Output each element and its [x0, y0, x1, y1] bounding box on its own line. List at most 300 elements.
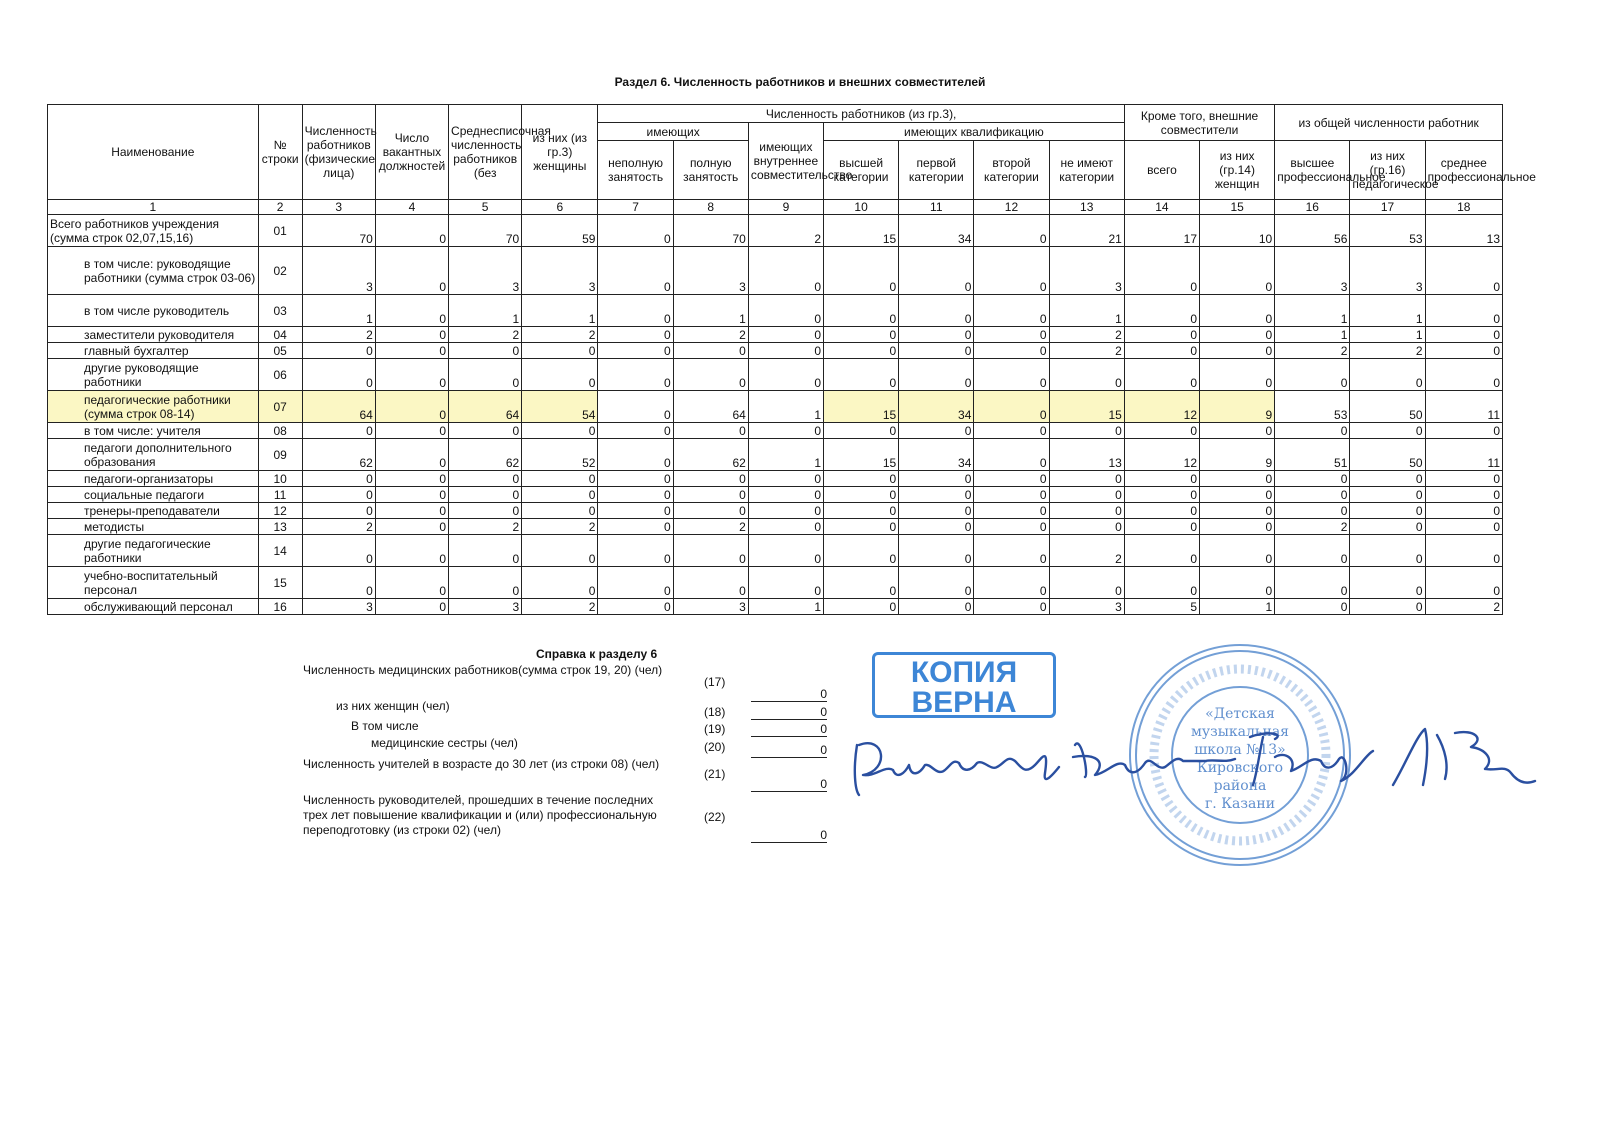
cell-col-8: 0	[673, 343, 748, 359]
row-name: заместители руководителя	[48, 327, 259, 343]
cell-col-5: 70	[449, 215, 522, 247]
cell-col-6: 2	[522, 519, 598, 535]
cell-col-13: 3	[1049, 599, 1124, 615]
cell-col-12: 0	[974, 391, 1049, 423]
cell-col-8: 1	[673, 295, 748, 327]
cell-col-17: 1	[1350, 327, 1425, 343]
cell-col-9: 0	[748, 343, 823, 359]
cell-col-7: 0	[598, 599, 673, 615]
row-name: обслуживающий персонал	[48, 599, 259, 615]
row-name: тренеры-преподаватели	[48, 503, 259, 519]
row-name: социальные педагоги	[48, 487, 259, 503]
cell-col-5: 1	[449, 295, 522, 327]
row-number: 12	[258, 503, 302, 519]
cell-col-14: 0	[1124, 535, 1199, 567]
cell-col-17: 50	[1350, 439, 1425, 471]
cell-col-12: 0	[974, 599, 1049, 615]
cell-col-16: 2	[1275, 519, 1350, 535]
cell-col-4: 0	[375, 567, 448, 599]
cell-col-11: 0	[899, 343, 974, 359]
column-number: 15	[1200, 200, 1275, 215]
cell-col-12: 0	[974, 567, 1049, 599]
cell-col-16: 0	[1275, 471, 1350, 487]
cell-col-4: 0	[375, 503, 448, 519]
ref-17-label: Численность медицинских работников(сумма строк 19, 20) (чел)	[303, 663, 663, 677]
table-row	[48, 215, 1503, 247]
cell-col-16: 0	[1275, 359, 1350, 391]
cell-col-16: 1	[1275, 295, 1350, 327]
cell-col-3: 0	[302, 423, 375, 439]
ref-21-label: Численность учителей в возрасте до 30 лет (из строки 08) (чел)	[303, 757, 660, 771]
table-row	[48, 247, 1503, 295]
header-group-external: Кроме того, внешние совместители	[1124, 105, 1274, 141]
cell-col-13: 21	[1049, 215, 1124, 247]
cell-col-18: 0	[1425, 247, 1502, 295]
table-row	[48, 471, 1503, 487]
table-row	[48, 535, 1503, 567]
column-number: 7	[598, 200, 673, 215]
cell-col-12: 0	[974, 327, 1049, 343]
ref-21-code: (21)	[704, 767, 726, 781]
table-row	[48, 391, 1503, 423]
header-c17: из них (гр.16) педагогическое	[1350, 141, 1425, 200]
cell-col-9: 0	[748, 487, 823, 503]
column-number: 17	[1350, 200, 1425, 215]
cell-col-15: 0	[1200, 359, 1275, 391]
row-number: 02	[258, 247, 302, 295]
cell-col-10: 0	[824, 471, 899, 487]
cell-col-18: 0	[1425, 535, 1502, 567]
ref-18-code: (18)	[704, 705, 726, 719]
header-c14: всего	[1124, 141, 1199, 200]
ref-22-value: 0	[751, 828, 827, 843]
cell-col-15: 10	[1200, 215, 1275, 247]
row-name: педагоги-организаторы	[48, 471, 259, 487]
cell-col-12: 0	[974, 215, 1049, 247]
ref-18-label: из них женщин (чел)	[336, 699, 450, 713]
cell-col-3: 0	[302, 567, 375, 599]
cell-col-4: 0	[375, 215, 448, 247]
cell-col-9: 2	[748, 215, 823, 247]
cell-col-17: 1	[1350, 295, 1425, 327]
cell-col-17: 0	[1350, 359, 1425, 391]
cell-col-4: 0	[375, 295, 448, 327]
cell-col-5: 2	[449, 519, 522, 535]
cell-col-16: 53	[1275, 391, 1350, 423]
cell-col-9: 0	[748, 503, 823, 519]
cell-col-9: 0	[748, 535, 823, 567]
column-number: 11	[899, 200, 974, 215]
cell-col-18: 11	[1425, 391, 1502, 423]
cell-col-18: 2	[1425, 599, 1502, 615]
seal-line-5: района	[1213, 778, 1267, 794]
cell-col-3: 0	[302, 535, 375, 567]
cell-col-18: 0	[1425, 343, 1502, 359]
cell-col-12: 0	[974, 359, 1049, 391]
cell-col-11: 0	[899, 471, 974, 487]
cell-col-11: 0	[899, 599, 974, 615]
cell-col-15: 0	[1200, 503, 1275, 519]
cell-col-7: 0	[598, 503, 673, 519]
cell-col-7: 0	[598, 519, 673, 535]
header-group-workers: Численность работников (из гр.3),	[598, 105, 1124, 123]
cell-col-7: 0	[598, 343, 673, 359]
cell-col-4: 0	[375, 535, 448, 567]
cell-col-6: 54	[522, 391, 598, 423]
header-c15: из них (гр.14) женщин	[1200, 141, 1275, 200]
row-number: 06	[258, 359, 302, 391]
cell-col-7: 0	[598, 487, 673, 503]
cell-col-7: 0	[598, 327, 673, 343]
header-c8: полную занятость	[673, 141, 748, 200]
column-number: 6	[522, 200, 598, 215]
cell-col-17: 0	[1350, 599, 1425, 615]
cell-col-8: 0	[673, 359, 748, 391]
table-row	[48, 487, 1503, 503]
cell-col-5: 2	[449, 327, 522, 343]
row-number: 07	[258, 391, 302, 423]
cell-col-12: 0	[974, 519, 1049, 535]
cell-col-3: 0	[302, 343, 375, 359]
cell-col-7: 0	[598, 423, 673, 439]
row-number: 13	[258, 519, 302, 535]
cell-col-12: 0	[974, 295, 1049, 327]
cell-col-16: 0	[1275, 487, 1350, 503]
cell-col-16: 0	[1275, 503, 1350, 519]
cell-col-6: 0	[522, 487, 598, 503]
cell-col-7: 0	[598, 359, 673, 391]
cell-col-7: 0	[598, 471, 673, 487]
cell-col-7: 0	[598, 247, 673, 295]
column-number: 13	[1049, 200, 1124, 215]
cell-col-16: 0	[1275, 423, 1350, 439]
cell-col-15: 0	[1200, 295, 1275, 327]
cell-col-8: 0	[673, 535, 748, 567]
header-c6: из них (из гр.3) женщины	[522, 105, 598, 200]
row-name: Всего работников учреждения (сумма строк 02,07,15,16)	[48, 215, 259, 247]
row-number: 14	[258, 535, 302, 567]
cell-col-16: 51	[1275, 439, 1350, 471]
ref-21-value: 0	[751, 777, 827, 792]
cell-col-12: 0	[974, 471, 1049, 487]
cell-col-5: 3	[449, 247, 522, 295]
row-name: другие руководящие работники	[48, 359, 259, 391]
cell-col-14: 5	[1124, 599, 1199, 615]
ref-22-label-3: переподготовку (из строки 02) (чел)	[303, 823, 501, 837]
row-number: 16	[258, 599, 302, 615]
cell-col-3: 62	[302, 439, 375, 471]
cell-col-13: 0	[1049, 471, 1124, 487]
header-c11: первой категории	[899, 141, 974, 200]
cell-col-4: 0	[375, 487, 448, 503]
table-row	[48, 327, 1503, 343]
cell-col-17: 0	[1350, 503, 1425, 519]
cell-col-5: 0	[449, 423, 522, 439]
header-c18: среднее профессиональное	[1425, 141, 1502, 200]
header-c3: Численность работников (физические лица)	[302, 105, 375, 200]
cell-col-13: 0	[1049, 567, 1124, 599]
cell-col-5: 0	[449, 471, 522, 487]
cell-col-12: 0	[974, 487, 1049, 503]
cell-col-6: 2	[522, 599, 598, 615]
header-group-qual: имеющих квалификацию	[824, 123, 1125, 141]
ref-19-value: 0	[751, 722, 827, 737]
column-number: 1	[48, 200, 259, 215]
seal-line-3: школа №13»	[1194, 742, 1286, 758]
cell-col-5: 0	[449, 343, 522, 359]
column-number: 14	[1124, 200, 1199, 215]
stamp-line-1: КОПИЯ	[910, 656, 1018, 689]
cell-col-11: 0	[899, 327, 974, 343]
cell-col-6: 0	[522, 503, 598, 519]
cell-col-6: 0	[522, 535, 598, 567]
cell-col-7: 0	[598, 215, 673, 247]
cell-col-9: 0	[748, 295, 823, 327]
cell-col-15: 9	[1200, 439, 1275, 471]
cell-col-6: 0	[522, 423, 598, 439]
cell-col-10: 0	[824, 359, 899, 391]
cell-col-18: 0	[1425, 519, 1502, 535]
cell-col-3: 64	[302, 391, 375, 423]
cell-col-13: 13	[1049, 439, 1124, 471]
cell-col-18: 11	[1425, 439, 1502, 471]
cell-col-10: 15	[824, 391, 899, 423]
cell-col-4: 0	[375, 247, 448, 295]
cell-col-9: 1	[748, 391, 823, 423]
cell-col-12: 0	[974, 343, 1049, 359]
cell-col-15: 1	[1200, 599, 1275, 615]
seal-line-1: «Детская	[1205, 706, 1275, 722]
cell-col-6: 59	[522, 215, 598, 247]
cell-col-17: 0	[1350, 487, 1425, 503]
cell-col-12: 0	[974, 423, 1049, 439]
cell-col-3: 0	[302, 471, 375, 487]
cell-col-5: 0	[449, 535, 522, 567]
cell-col-14: 12	[1124, 439, 1199, 471]
column-number: 5	[449, 200, 522, 215]
row-name: другие педагогические работники	[48, 535, 259, 567]
table-row	[48, 599, 1503, 615]
cell-col-7: 0	[598, 391, 673, 423]
cell-col-11: 34	[899, 439, 974, 471]
cell-col-8: 2	[673, 327, 748, 343]
cell-col-13: 1	[1049, 295, 1124, 327]
cell-col-10: 0	[824, 567, 899, 599]
cell-col-15: 0	[1200, 519, 1275, 535]
cell-col-10: 0	[824, 519, 899, 535]
cell-col-16: 0	[1275, 535, 1350, 567]
cell-col-9: 0	[748, 423, 823, 439]
header-c13: не имеют категории	[1049, 141, 1124, 200]
cell-col-6: 0	[522, 343, 598, 359]
ref-22-code: (22)	[704, 810, 726, 824]
cell-col-10: 15	[824, 215, 899, 247]
cell-col-4: 0	[375, 439, 448, 471]
cell-col-14: 0	[1124, 343, 1199, 359]
cell-col-6: 1	[522, 295, 598, 327]
cell-col-15: 0	[1200, 327, 1275, 343]
staff-table	[47, 104, 1536, 615]
column-number: 12	[974, 200, 1049, 215]
cell-col-11: 0	[899, 519, 974, 535]
cell-col-13: 0	[1049, 519, 1124, 535]
cell-col-12: 0	[974, 247, 1049, 295]
cell-col-3: 3	[302, 599, 375, 615]
cell-col-5: 0	[449, 359, 522, 391]
cell-col-16: 0	[1275, 599, 1350, 615]
ref-19-code: (19)	[704, 722, 726, 736]
cell-col-3: 2	[302, 519, 375, 535]
row-name: учебно-воспитательный персонал	[48, 567, 259, 599]
cell-col-7: 0	[598, 439, 673, 471]
column-number: 10	[824, 200, 899, 215]
cell-col-14: 12	[1124, 391, 1199, 423]
header-name: Наименование	[48, 105, 259, 200]
cell-col-13: 15	[1049, 391, 1124, 423]
cell-col-10: 0	[824, 535, 899, 567]
cell-col-10: 0	[824, 247, 899, 295]
cell-col-10: 0	[824, 327, 899, 343]
header-c16: высшее профессиональное	[1275, 141, 1350, 200]
row-name: в том числе: учителя	[48, 423, 259, 439]
cell-col-6: 3	[522, 247, 598, 295]
row-number: 05	[258, 343, 302, 359]
cell-col-17: 2	[1350, 343, 1425, 359]
cell-col-14: 0	[1124, 567, 1199, 599]
cell-col-4: 0	[375, 599, 448, 615]
header-c12: второй категории	[974, 141, 1049, 200]
row-name: главный бухгалтер	[48, 343, 259, 359]
cell-col-17: 0	[1350, 423, 1425, 439]
cell-col-18: 0	[1425, 503, 1502, 519]
cell-col-10: 15	[824, 439, 899, 471]
row-number: 09	[258, 439, 302, 471]
cell-col-12: 0	[974, 439, 1049, 471]
ref-20-code: (20)	[704, 740, 726, 754]
table-row	[48, 295, 1503, 327]
cell-col-10: 0	[824, 423, 899, 439]
row-number: 08	[258, 423, 302, 439]
column-numbers-row	[48, 200, 1503, 215]
cell-col-4: 0	[375, 519, 448, 535]
cell-col-14: 0	[1124, 519, 1199, 535]
cell-col-4: 0	[375, 359, 448, 391]
cell-col-14: 0	[1124, 423, 1199, 439]
cell-col-11: 0	[899, 359, 974, 391]
cell-col-14: 0	[1124, 487, 1199, 503]
cell-col-8: 0	[673, 487, 748, 503]
cell-col-15: 0	[1200, 423, 1275, 439]
cell-col-15: 0	[1200, 471, 1275, 487]
cell-col-18: 0	[1425, 359, 1502, 391]
cell-col-9: 0	[748, 327, 823, 343]
column-number: 4	[375, 200, 448, 215]
cell-col-8: 0	[673, 423, 748, 439]
row-number: 11	[258, 487, 302, 503]
cell-col-4: 0	[375, 471, 448, 487]
table-row	[48, 503, 1503, 519]
cell-col-8: 62	[673, 439, 748, 471]
table-row	[48, 567, 1503, 599]
cell-col-18: 0	[1425, 327, 1502, 343]
cell-col-8: 3	[673, 247, 748, 295]
cell-col-3: 3	[302, 247, 375, 295]
cell-col-13: 2	[1049, 535, 1124, 567]
cell-col-9: 0	[748, 519, 823, 535]
row-number: 01	[258, 215, 302, 247]
cell-col-8: 0	[673, 567, 748, 599]
table-row	[48, 359, 1503, 391]
cell-col-14: 0	[1124, 327, 1199, 343]
cell-col-16: 2	[1275, 343, 1350, 359]
cell-col-3: 0	[302, 503, 375, 519]
cell-col-4: 0	[375, 327, 448, 343]
copy-stamp	[872, 652, 1056, 718]
cell-col-4: 0	[375, 423, 448, 439]
director-signature	[845, 715, 1545, 825]
ref-22-label-1: Численность руководителей, прошедших в течение последних	[303, 793, 654, 807]
cell-col-5: 3	[449, 599, 522, 615]
ref-17-code: (17)	[704, 675, 726, 689]
cell-col-6: 0	[522, 471, 598, 487]
cell-col-3: 70	[302, 215, 375, 247]
cell-col-16: 0	[1275, 567, 1350, 599]
table-row	[48, 439, 1503, 471]
cell-col-9: 0	[748, 567, 823, 599]
cell-col-5: 62	[449, 439, 522, 471]
cell-col-15: 0	[1200, 343, 1275, 359]
seal-line-6: г. Казани	[1204, 796, 1276, 812]
cell-col-8: 0	[673, 503, 748, 519]
ref-20-label: медицинские сестры (чел)	[371, 736, 518, 750]
cell-col-5: 0	[449, 567, 522, 599]
header-group-having: имеющих	[598, 123, 748, 141]
cell-col-10: 0	[824, 599, 899, 615]
cell-col-11: 34	[899, 391, 974, 423]
cell-col-16: 1	[1275, 327, 1350, 343]
header-c10: высшей категории	[824, 141, 899, 200]
column-number: 8	[673, 200, 748, 215]
ref-20-value: 0	[751, 743, 827, 758]
cell-col-17: 0	[1350, 471, 1425, 487]
cell-col-18: 0	[1425, 295, 1502, 327]
cell-col-15: 0	[1200, 535, 1275, 567]
column-number: 3	[302, 200, 375, 215]
cell-col-15: 9	[1200, 391, 1275, 423]
header-c7: неполную занятость	[598, 141, 673, 200]
cell-col-9: 0	[748, 247, 823, 295]
row-number: 04	[258, 327, 302, 343]
cell-col-3: 0	[302, 487, 375, 503]
cell-col-10: 0	[824, 295, 899, 327]
cell-col-12: 0	[974, 535, 1049, 567]
ref-22-label-2: трех лет повышение квалификации и (или) профессиональную	[303, 808, 657, 822]
cell-col-18: 0	[1425, 567, 1502, 599]
header-row-no: № строки	[258, 105, 302, 200]
cell-col-17: 3	[1350, 247, 1425, 295]
cell-col-11: 0	[899, 503, 974, 519]
cell-col-13: 2	[1049, 327, 1124, 343]
cell-col-7: 0	[598, 567, 673, 599]
cell-col-5: 0	[449, 503, 522, 519]
cell-col-18: 0	[1425, 423, 1502, 439]
cell-col-17: 0	[1350, 567, 1425, 599]
cell-col-11: 0	[899, 295, 974, 327]
seal-line-4: Кировского	[1196, 760, 1284, 776]
cell-col-8: 70	[673, 215, 748, 247]
cell-col-3: 1	[302, 295, 375, 327]
table-row	[48, 343, 1503, 359]
